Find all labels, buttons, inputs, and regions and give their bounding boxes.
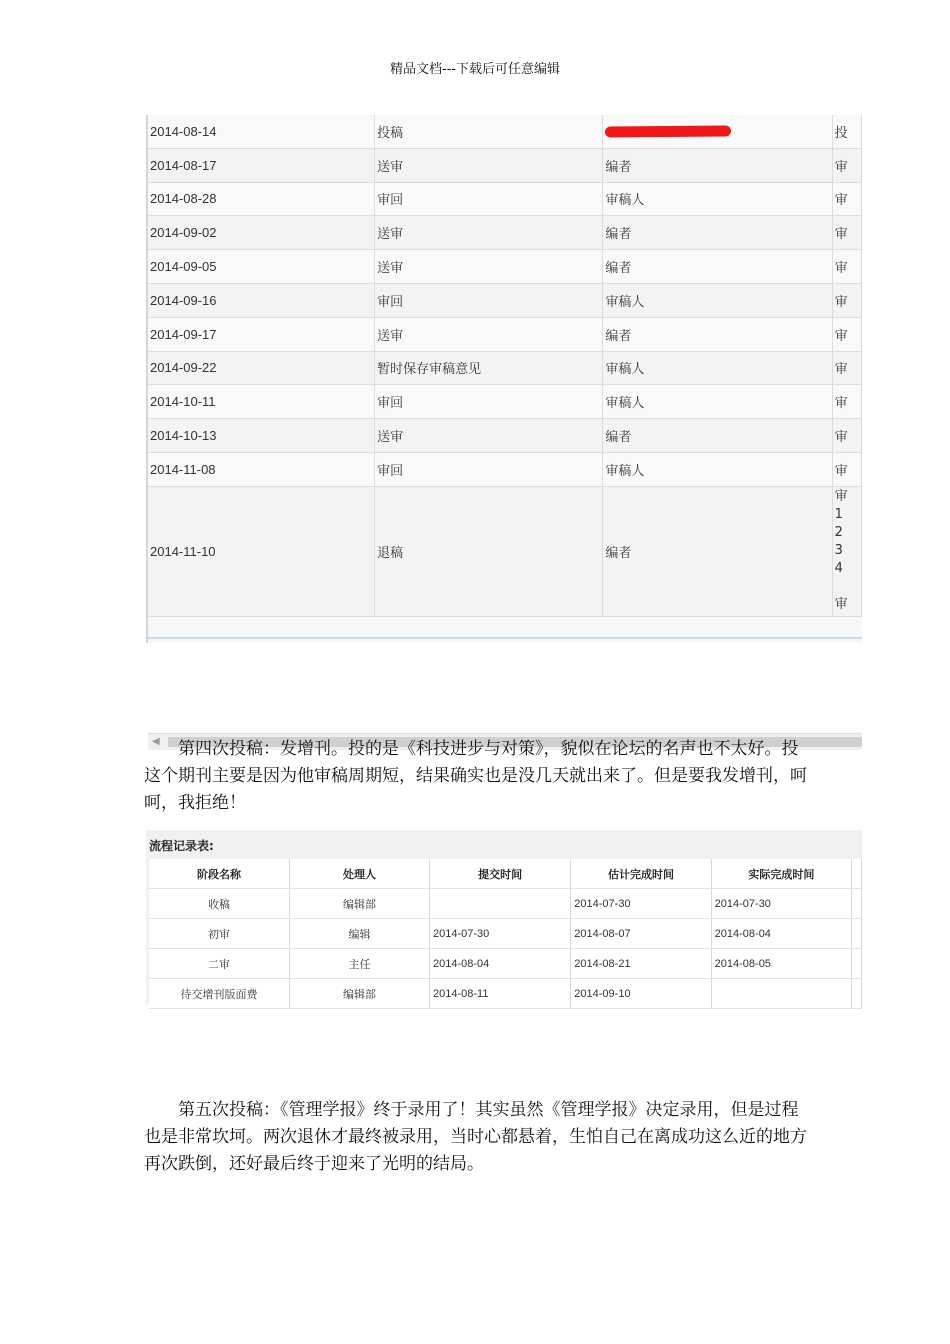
- log-extra-cell: [832, 486, 861, 616]
- log-action-cell: 审回: [375, 283, 603, 317]
- flow-estimate-cell: 2014-09-10: [571, 979, 711, 1009]
- flow-record-title: 流程记录表:: [149, 839, 214, 853]
- log-action-cell: 审回: [375, 452, 603, 486]
- flow-actual-cell: 2014-08-05: [711, 949, 851, 979]
- flow-row: [149, 949, 862, 979]
- log-date-cell: 2014-09-17: [148, 317, 375, 351]
- log-date-cell: 2014-09-02: [148, 216, 375, 250]
- paragraph-fifth-submission: [144, 1097, 809, 1178]
- log-extra-cell: [832, 351, 861, 385]
- flow-handler-cell: 主任: [289, 949, 429, 979]
- log-actor-cell: [603, 115, 832, 148]
- col-header-stage: 阶段名称: [149, 859, 289, 889]
- log-date-cell: 2014-09-22: [148, 351, 375, 385]
- log-date-cell: 2014-08-17: [148, 148, 375, 182]
- flow-handler-cell: 编辑部: [289, 889, 429, 919]
- paragraph-text: 第五次投稿：《管理学报》终于录用了！其实虽然《管理学报》决定录用，但是过程也是非常坎坷。两次退休才最终被录用，当时心都悬着，生怕自己在离成功这么近的地方再次跌倒，还好最后终于迎来了光明的结局。: [144, 1100, 807, 1174]
- flow-actual-cell: 2014-07-30: [711, 889, 851, 919]
- log-action-cell: 送审: [375, 317, 603, 351]
- flow-submit-cell: 2014-08-11: [430, 979, 571, 1009]
- log-extra-text: 审: [834, 430, 848, 446]
- log-extra-cell: [832, 148, 861, 182]
- flow-submit-cell: 2014-07-30: [430, 919, 571, 949]
- log-action-cell: 投稿: [375, 115, 603, 148]
- log-extra-cell: [832, 216, 861, 250]
- log-actor-cell: 编者: [603, 216, 832, 250]
- log-action-cell: 送审: [375, 250, 603, 284]
- log-extra-text: 审: [834, 193, 848, 209]
- log-extra-text: 审 1 2 3 4 审: [834, 489, 848, 613]
- log-row: [148, 419, 862, 453]
- log-action-cell: 审回: [375, 182, 603, 216]
- submission-log-screenshot: [146, 115, 862, 747]
- log-row: [148, 486, 862, 616]
- col-header-extra: [852, 859, 862, 889]
- log-extra-text: 审: [834, 261, 848, 277]
- log-actor-cell: 审稿人: [603, 283, 832, 317]
- log-extra-text: 审: [834, 396, 848, 412]
- table-bottom-border: [146, 637, 862, 639]
- flow-submit-cell: 2014-08-04: [430, 949, 571, 979]
- log-actor-cell: 审稿人: [603, 351, 832, 385]
- log-action-cell: 暂时保存审稿意见: [375, 351, 603, 385]
- col-header-actual: 实际完成时间: [711, 859, 851, 889]
- log-row: [148, 351, 862, 385]
- log-extra-text: 审: [834, 362, 848, 378]
- log-date-cell: 2014-10-11: [148, 385, 375, 419]
- flow-extra-cell: [852, 889, 862, 919]
- flow-row: [149, 979, 862, 1009]
- log-actor-cell: 编者: [603, 317, 832, 351]
- flow-handler-cell: 编辑部: [289, 979, 429, 1009]
- log-action-cell: 送审: [375, 216, 603, 250]
- log-extra-text: 投: [834, 125, 848, 141]
- log-action-cell: 送审: [375, 148, 603, 182]
- flow-extra-cell: [852, 919, 862, 949]
- flow-extra-cell: [852, 979, 862, 1009]
- log-date-cell: 2014-10-13: [148, 419, 375, 453]
- log-extra-text: 审: [834, 294, 848, 310]
- log-row: [148, 182, 862, 216]
- col-header-handler: 处理人: [289, 859, 429, 889]
- log-extra-cell: [832, 182, 861, 216]
- log-row: [148, 317, 862, 351]
- log-date-cell: 2014-11-08: [148, 452, 375, 486]
- log-extra-cell: [832, 250, 861, 284]
- flow-estimate-cell: 2014-07-30: [571, 889, 711, 919]
- log-action-cell: 审回: [375, 385, 603, 419]
- log-extra-cell: [832, 115, 861, 148]
- log-extra-cell: [832, 419, 861, 453]
- redaction-mark: [605, 125, 731, 137]
- log-date-cell: 2014-09-16: [148, 283, 375, 317]
- flow-stage-cell: 二审: [149, 949, 289, 979]
- log-date-cell: 2014-08-14: [148, 115, 375, 148]
- log-date-cell: 2014-08-28: [148, 182, 375, 216]
- log-extra-text: 审: [834, 463, 848, 479]
- col-header-estimate: 估计完成时间: [571, 859, 711, 889]
- log-actor-cell: 审稿人: [603, 452, 832, 486]
- log-row: [148, 148, 862, 182]
- log-row: [148, 250, 862, 284]
- log-extra-cell: [832, 283, 861, 317]
- log-actor-cell: 审稿人: [603, 182, 832, 216]
- flow-estimate-cell: 2014-08-21: [571, 949, 711, 979]
- flow-stage-cell: 收稿: [149, 889, 289, 919]
- log-actor-cell: 编者: [603, 419, 832, 453]
- log-action-cell: 退稿: [375, 486, 603, 616]
- flow-handler-cell: 编辑: [289, 919, 429, 949]
- log-actor-cell: 编者: [603, 486, 832, 616]
- log-actor-cell: 编者: [603, 250, 832, 284]
- flow-submit-cell: [430, 889, 571, 919]
- log-extra-text: 审: [834, 227, 848, 243]
- log-row: [148, 115, 862, 148]
- flow-actual-cell: 2014-08-04: [711, 919, 851, 949]
- log-row: [148, 385, 862, 419]
- flow-stage-cell: 待交增刊版面费: [149, 979, 289, 1009]
- paragraph-fourth-submission: [144, 736, 809, 817]
- log-date-cell: 2014-09-05: [148, 250, 375, 284]
- log-action-cell: 送审: [375, 419, 603, 453]
- flow-record-screenshot: [146, 830, 862, 1004]
- log-extra-text: 审: [834, 159, 848, 175]
- submission-log-table: [148, 115, 862, 617]
- log-extra-text: 审: [834, 328, 848, 344]
- log-row: [148, 452, 862, 486]
- scroll-left-icon[interactable]: ◀: [152, 736, 160, 747]
- flow-estimate-cell: 2014-08-07: [571, 919, 711, 949]
- log-row: [148, 216, 862, 250]
- log-extra-cell: [832, 452, 861, 486]
- flow-extra-cell: [852, 949, 862, 979]
- flow-row: [149, 919, 862, 949]
- flow-actual-cell: [711, 979, 851, 1009]
- paragraph-text: 第四次投稿：发增刊。投的是《科技进步与对策》，貌似在论坛的名声也不太好。投这个期刊主要是因为他审稿周期短，结果确实也是没几天就出来了。但是要我发增刊，呵呵，我拒绝！: [144, 739, 807, 813]
- flow-stage-cell: 初审: [149, 919, 289, 949]
- log-row: [148, 283, 862, 317]
- col-header-submit: 提交时间: [430, 859, 571, 889]
- flow-header-row: [149, 859, 862, 889]
- log-extra-cell: [832, 317, 861, 351]
- log-extra-cell: [832, 385, 861, 419]
- flow-row: [149, 889, 862, 919]
- log-actor-cell: 审稿人: [603, 385, 832, 419]
- log-actor-cell: 编者: [603, 148, 832, 182]
- page-header: 精品文档---下载后可任意编辑: [389, 62, 561, 77]
- flow-record-table: [149, 859, 862, 1009]
- log-date-cell: 2014-11-10: [148, 486, 375, 616]
